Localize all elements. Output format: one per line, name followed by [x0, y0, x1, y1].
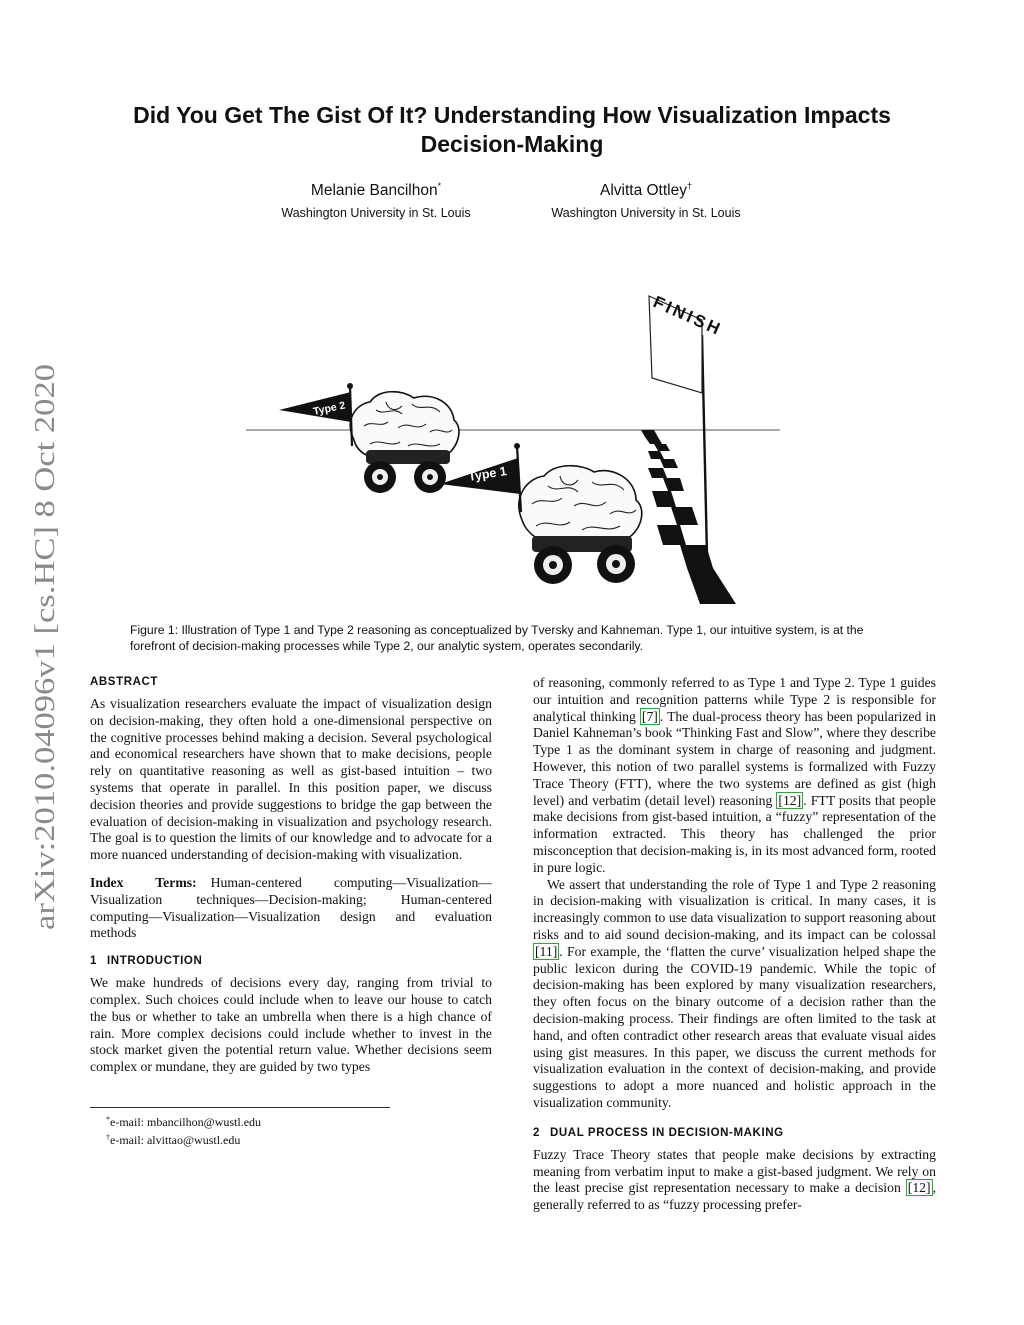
pennant-type1-icon	[440, 443, 521, 512]
index-terms	[90, 875, 492, 942]
figure-illustration	[238, 290, 788, 610]
brain-car-type1	[519, 466, 642, 584]
left-column	[90, 675, 492, 1076]
footnote: *e-mail: mbancilhon@wustl.edu	[106, 1115, 262, 1129]
dual-process-paragraph: Fuzzy Trace Theory states that people make decisions by extracting meaning from verbatim input to make a gist-based judgment. We rely on the least precise gist representation necessary to make a decision [12] , generally referred to as “fuzzy processing prefer-	[533, 1146, 937, 1213]
dual-process-heading	[533, 1126, 936, 1140]
footnote-email: e-mail: mbancilhon@wustl.edu	[110, 1115, 262, 1129]
right-column	[533, 675, 936, 1214]
section-number: 1	[90, 955, 97, 968]
intro-paragraph-continued: of reasoning, commonly referred to as Type 1 and Type 2. Type 1 guides our intuition and recognition patterns while Type 2 is responsible for analytical thinking [7] . The dual-process theory has been popularized in Daniel Kahneman’s book “Thinking Fast and Slow”, where they describe Type 1 as the dominant system in charge of reasoning and judgment. However, this notion of two parallel systems is formalized with Fuzzy Trace Theory (FTT), where the two systems are defined as gist (high level) and verbatim (detail level) reasoning [12] . FTT posits that people make decisions from gist-based intuition, a “fuzzy” representation of the information extracted. This theory has challenged the prior misconception that decision-making is, in its most advanced form, rooted in pure logic.	[533, 675, 937, 875]
author-name: Alvitta Ottley	[599, 182, 687, 199]
pennant-type1-text: Type 1	[467, 464, 508, 484]
index-terms-label: Index Terms:	[90, 874, 197, 890]
arxiv-stamp	[8, 362, 68, 932]
footnotes	[106, 1112, 261, 1148]
abstract-heading-text: ABSTRACT	[90, 676, 159, 688]
arxiv-stamp-text: arXiv:2010.04096v1 [cs.HC] 8 Oct 2020	[29, 454, 61, 930]
author-affiliation: Washington University in St. Louis	[551, 206, 741, 220]
pennant-type2-icon	[279, 383, 353, 446]
section-number: 2	[533, 1126, 540, 1139]
author-block	[516, 176, 776, 222]
abstract-text: As visualization researchers evaluate the impact of visualization design on decision-making, they often hold a one-dimensional perspective on the cognitive processes behind making a decision. Several psychological and economical researchers have shown that to make decisions, people rely on quantitative reasoning as well as gist-based intuition – two systems that operate in parallel. In this position paper, we discuss decision theories and provide suggestions to bridge the gap between the evaluation of decision-making in visualization and psychology research. The goal is to question the limits of our knowledge and to advocate for a more nuanced understanding of decision-making with visualization.	[90, 696, 492, 863]
citation-link[interactable]: [7]	[641, 708, 658, 724]
finish-flag-text: FINISH	[650, 292, 726, 340]
citation-link[interactable]: [12]	[907, 1180, 931, 1196]
author-name: Melanie Bancilhon	[310, 182, 438, 199]
checkered-track	[641, 430, 736, 604]
intro-heading	[90, 954, 492, 968]
footnote: †e-mail: alvittao@wustl.edu	[106, 1133, 241, 1147]
index-terms-text: Human-centered computing—Visualization—Visualization techniques—Decision-making; Human-centered computing—Visualization—Visualization design and evaluation methods	[90, 874, 492, 941]
intro-paragraph: We make hundreds of decisions every day, ranging from trivial to complex. Such choices could include when to leave our house to catch the bus or whether to take an umbrella when there is a high chance of rain. More complex decisions could include whether to invest in the stock market given the potential return value. Whether decisions seem complex or mundane, they are guided by two types	[90, 975, 492, 1075]
author-block	[246, 176, 506, 222]
abstract-heading	[90, 675, 492, 689]
intro-heading-text: INTRODUCTION	[107, 955, 203, 968]
footnote-rule	[90, 1107, 390, 1108]
citation-link[interactable]: [12]	[778, 792, 802, 808]
intro-paragraph-2: We assert that understanding the role of Type 1 and Type 2 reasoning in decision-making with visualization is critical. In many cases, it is increasingly common to use data visualization to support reasoning about risks and to aid sound decision-making, and its impact can be colossal [11] . For example, the ‘flatten the curve’ visualization helped shape the public lexicon during the COVID-19 pandemic. While the topic of decision-making has been explored by many visualization researchers, they often focus on the binary outcome of a decision rather than the decision-making process. Their findings are often limited to the task at hand, and often contradict other research areas that evaluate visual aides using gist measures. In this paper, we discuss the current methods for visualization evaluation in the context of decision-making, and provide suggestions to adopt a more nuanced and holistic approach in the visualization community.	[533, 876, 936, 1110]
footnote-email: e-mail: alvittao@wustl.edu	[110, 1133, 241, 1147]
citation-link[interactable]: [11]	[535, 943, 558, 959]
paper-title: Did You Get The Gist Of It? Understanding How Visualization Impacts Decision-Making	[133, 102, 891, 157]
dual-process-heading-text: DUAL PROCESS IN DECISION-MAKING	[550, 1126, 784, 1139]
author-mark: †	[686, 181, 692, 191]
brain-car-type2	[350, 392, 459, 493]
pennant-type2-text: Type 2	[312, 399, 347, 418]
figure-caption: Figure 1: Illustration of Type 1 and Type 2 reasoning as conceptualized by Tversky and Kahneman. Type 1, our intuitive system, is at the forefront of decision-making processes while Type 2, our analytic system, operates secondarily.	[130, 623, 864, 653]
author-mark: *	[437, 181, 442, 191]
author-affiliation: Washington University in St. Louis	[281, 206, 471, 220]
